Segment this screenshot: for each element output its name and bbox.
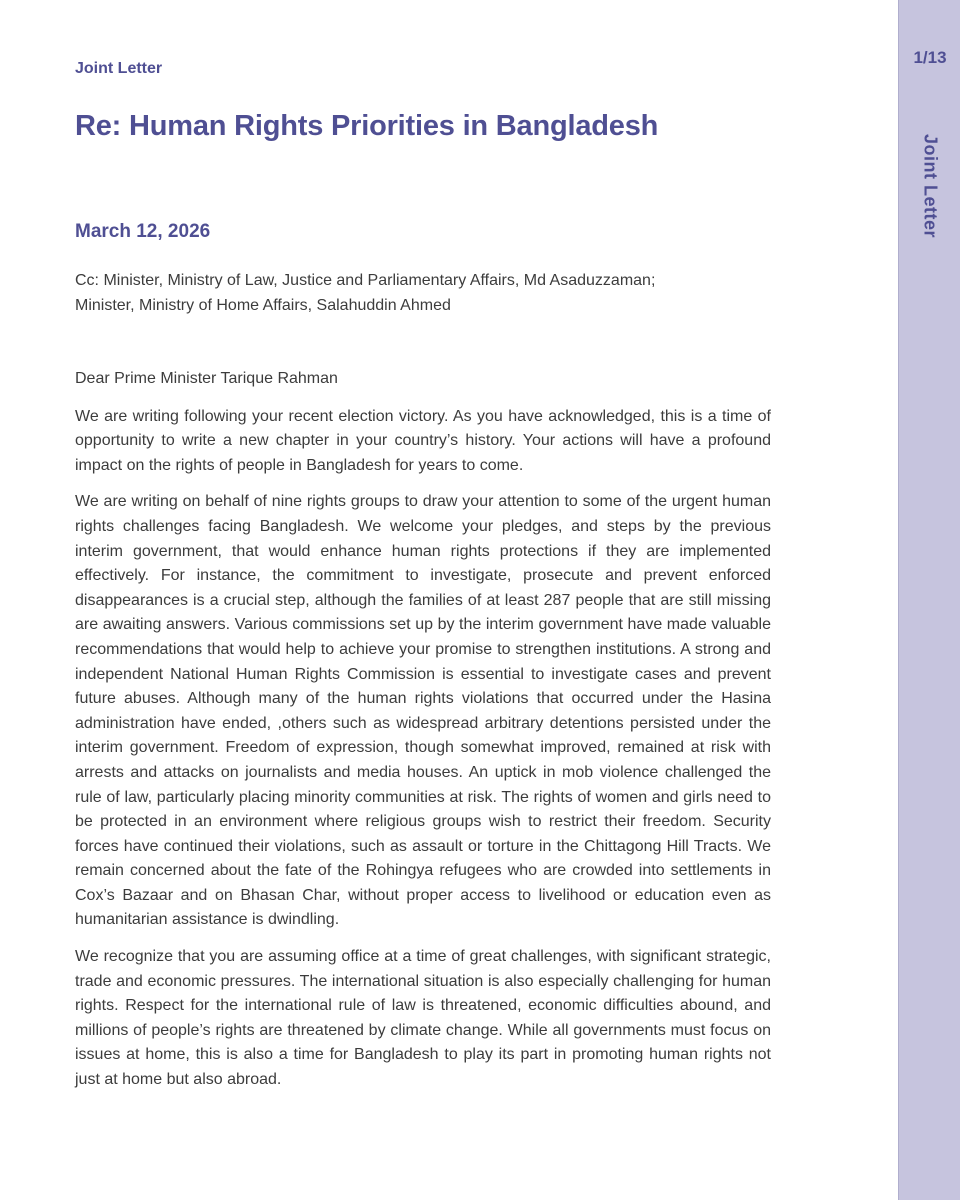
document-date: March 12, 2026 (75, 221, 211, 242)
letter-paragraph: We are writing following your recent election victory. As you have acknowledged, this is a time of opportunity to write a new chapter in your country’s history. Your actions will have a profound impact on the rights of people in Bangladesh for years to come. (75, 407, 771, 474)
cc-line: Minister, Ministry of Home Affairs, Salahuddin Ahmed (75, 297, 451, 314)
sidebar-label: Joint Letter (920, 133, 941, 239)
cc-block (75, 268, 775, 318)
letter-paragraph: We recognize that you are assuming office at a time of great challenges, with significant strategic, trade and economic pressures. The international situation is also especially challenging for human rights. Respect for the international rule of law is threatened, economic difficulties abound, and millions of people’s rights are threatened by climate change. While all governments must focus on issues at home, this is also a time for Bangladesh to play its part in promoting human rights not just at home but also abroad. (75, 948, 771, 1089)
document-type-label: Joint Letter (75, 60, 163, 77)
letter-paragraph: We are writing on behalf of nine rights groups to draw your attention to some of the urgent human rights challenges facing Bangladesh. We welcome your pledges, and steps by the previous interim government, that would enhance human rights protections if they are implemented effectively. For instance, the commitment to investigate, prosecute and prevent enforced disappearances is a crucial step, although the families of at least 287 people that are still missing are awaiting answers. Various commissions set up by the interim government have made valuable recommendations that would help to achieve your promise to strengthen institutions. A strong and independent National Human Rights Commission is essential to investigate cases and prevent future abuses. Although many of the human rights violations that occurred under the Hasina administration have ended, ,others such as widespread arbitrary detentions persisted under the interim government. Freedom of expression, though somewhat improved, remained at risk with arrests and attacks on journalists and media houses. An uptick in mob violence challenged the rule of law, particularly placing minority communities at risk. The rights of women and girls need to be protected in an environment where religious groups wish to restrict their freedom. Security forces have continued their violations, such as assault or torture in the Chittagong Hill Tracts. We remain concerned about the fate of the Rohingya refugees who are crowded into settlements in Cox’s Bazaar and on Bhasan Char, without proper access to livelihood or education even as humanitarian assistance is dwindling. (75, 493, 771, 929)
page-number: 1/13 (913, 48, 947, 67)
cc-line: Cc: Minister, Ministry of Law, Justice and Parliamentary Affairs, Md Asaduzzaman; (75, 272, 656, 289)
salutation: Dear Prime Minister Tarique Rahman (75, 370, 338, 387)
letter-body (75, 367, 771, 1105)
document-title: Re: Human Rights Priorities in Bangladesh (75, 110, 659, 142)
page-sidebar (898, 0, 960, 1200)
